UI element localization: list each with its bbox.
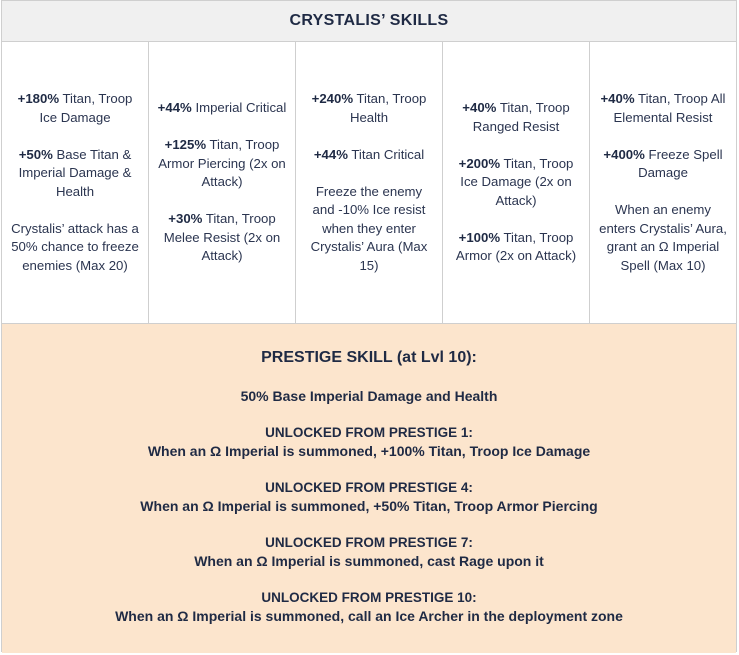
- prestige-section: [2, 324, 736, 653]
- skills-row: [2, 42, 736, 324]
- unlock-heading: UNLOCKED FROM PRESTIGE 7:: [265, 535, 473, 550]
- skill-column-2: [149, 42, 296, 323]
- prestige-unlock-1: [2, 424, 736, 461]
- skill-text: +100% Titan, Troop Armor (2x on Attack): [455, 229, 577, 264]
- unlock-text: When an Ω Imperial is summoned, +100% Titan, Troop Ice Damage: [147, 443, 591, 459]
- skill-text: +125% Titan, Troop Armor Piercing (2x on Attack): [158, 137, 286, 190]
- skill-text: +40% Titan, Troop Ranged Resist: [462, 100, 570, 134]
- skills-table: [1, 0, 737, 652]
- prestige-unlock-10: [2, 589, 736, 626]
- unlock-text: When an Ω Imperial is summoned, +50% Titan, Troop Armor Piercing: [140, 498, 598, 514]
- prestige-title: PRESTIGE SKILL (at Lvl 10):: [261, 349, 477, 366]
- skill-text: +44% Imperial Critical: [157, 100, 287, 116]
- unlock-heading: UNLOCKED FROM PRESTIGE 4:: [265, 480, 473, 495]
- skill-text: When an enemy enters Crystalis’ Aura, grant an Ω Imperial Spell (Max 10): [599, 202, 727, 273]
- skill-text: +400% Freeze Spell Damage: [603, 146, 723, 180]
- skill-text: +50% Base Titan & Imperial Damage & Health: [18, 146, 132, 199]
- skill-text: +30% Titan, Troop Melee Resist (2x on Attack): [163, 211, 281, 264]
- skill-column-4: [443, 42, 590, 323]
- skill-text: +240% Titan, Troop Health: [311, 91, 427, 125]
- skill-text: +44% Titan Critical: [313, 146, 425, 162]
- skill-text: +200% Titan, Troop Ice Damage (2x on Attack): [458, 155, 574, 208]
- unlock-text: When an Ω Imperial is summoned, cast Rage upon it: [194, 553, 544, 569]
- prestige-unlock-7: [2, 534, 736, 571]
- prestige-unlock-4: [2, 479, 736, 516]
- skill-column-3: [296, 42, 443, 323]
- table-header: [2, 1, 736, 42]
- skill-column-1: [2, 42, 149, 323]
- unlock-text: When an Ω Imperial is summoned, call an Ice Archer in the deployment zone: [115, 608, 623, 624]
- skill-text: +40% Titan, Troop All Elemental Resist: [600, 91, 726, 125]
- table-title: CRYSTALIS’ SKILLS: [289, 12, 449, 29]
- skill-text: Freeze the enemy and -10% Ice resist when they enter Crystalis’ Aura (Max 15): [310, 183, 428, 273]
- skill-text: Crystalis’ attack has a 50% chance to freeze enemies (Max 20): [11, 220, 139, 273]
- skill-column-5: [590, 42, 736, 323]
- unlock-heading: UNLOCKED FROM PRESTIGE 10:: [261, 590, 477, 605]
- prestige-base-bonus: 50% Base Imperial Damage and Health: [240, 388, 498, 404]
- skill-text: +180% Titan, Troop Ice Damage: [17, 91, 133, 125]
- unlock-heading: UNLOCKED FROM PRESTIGE 1:: [265, 425, 473, 440]
